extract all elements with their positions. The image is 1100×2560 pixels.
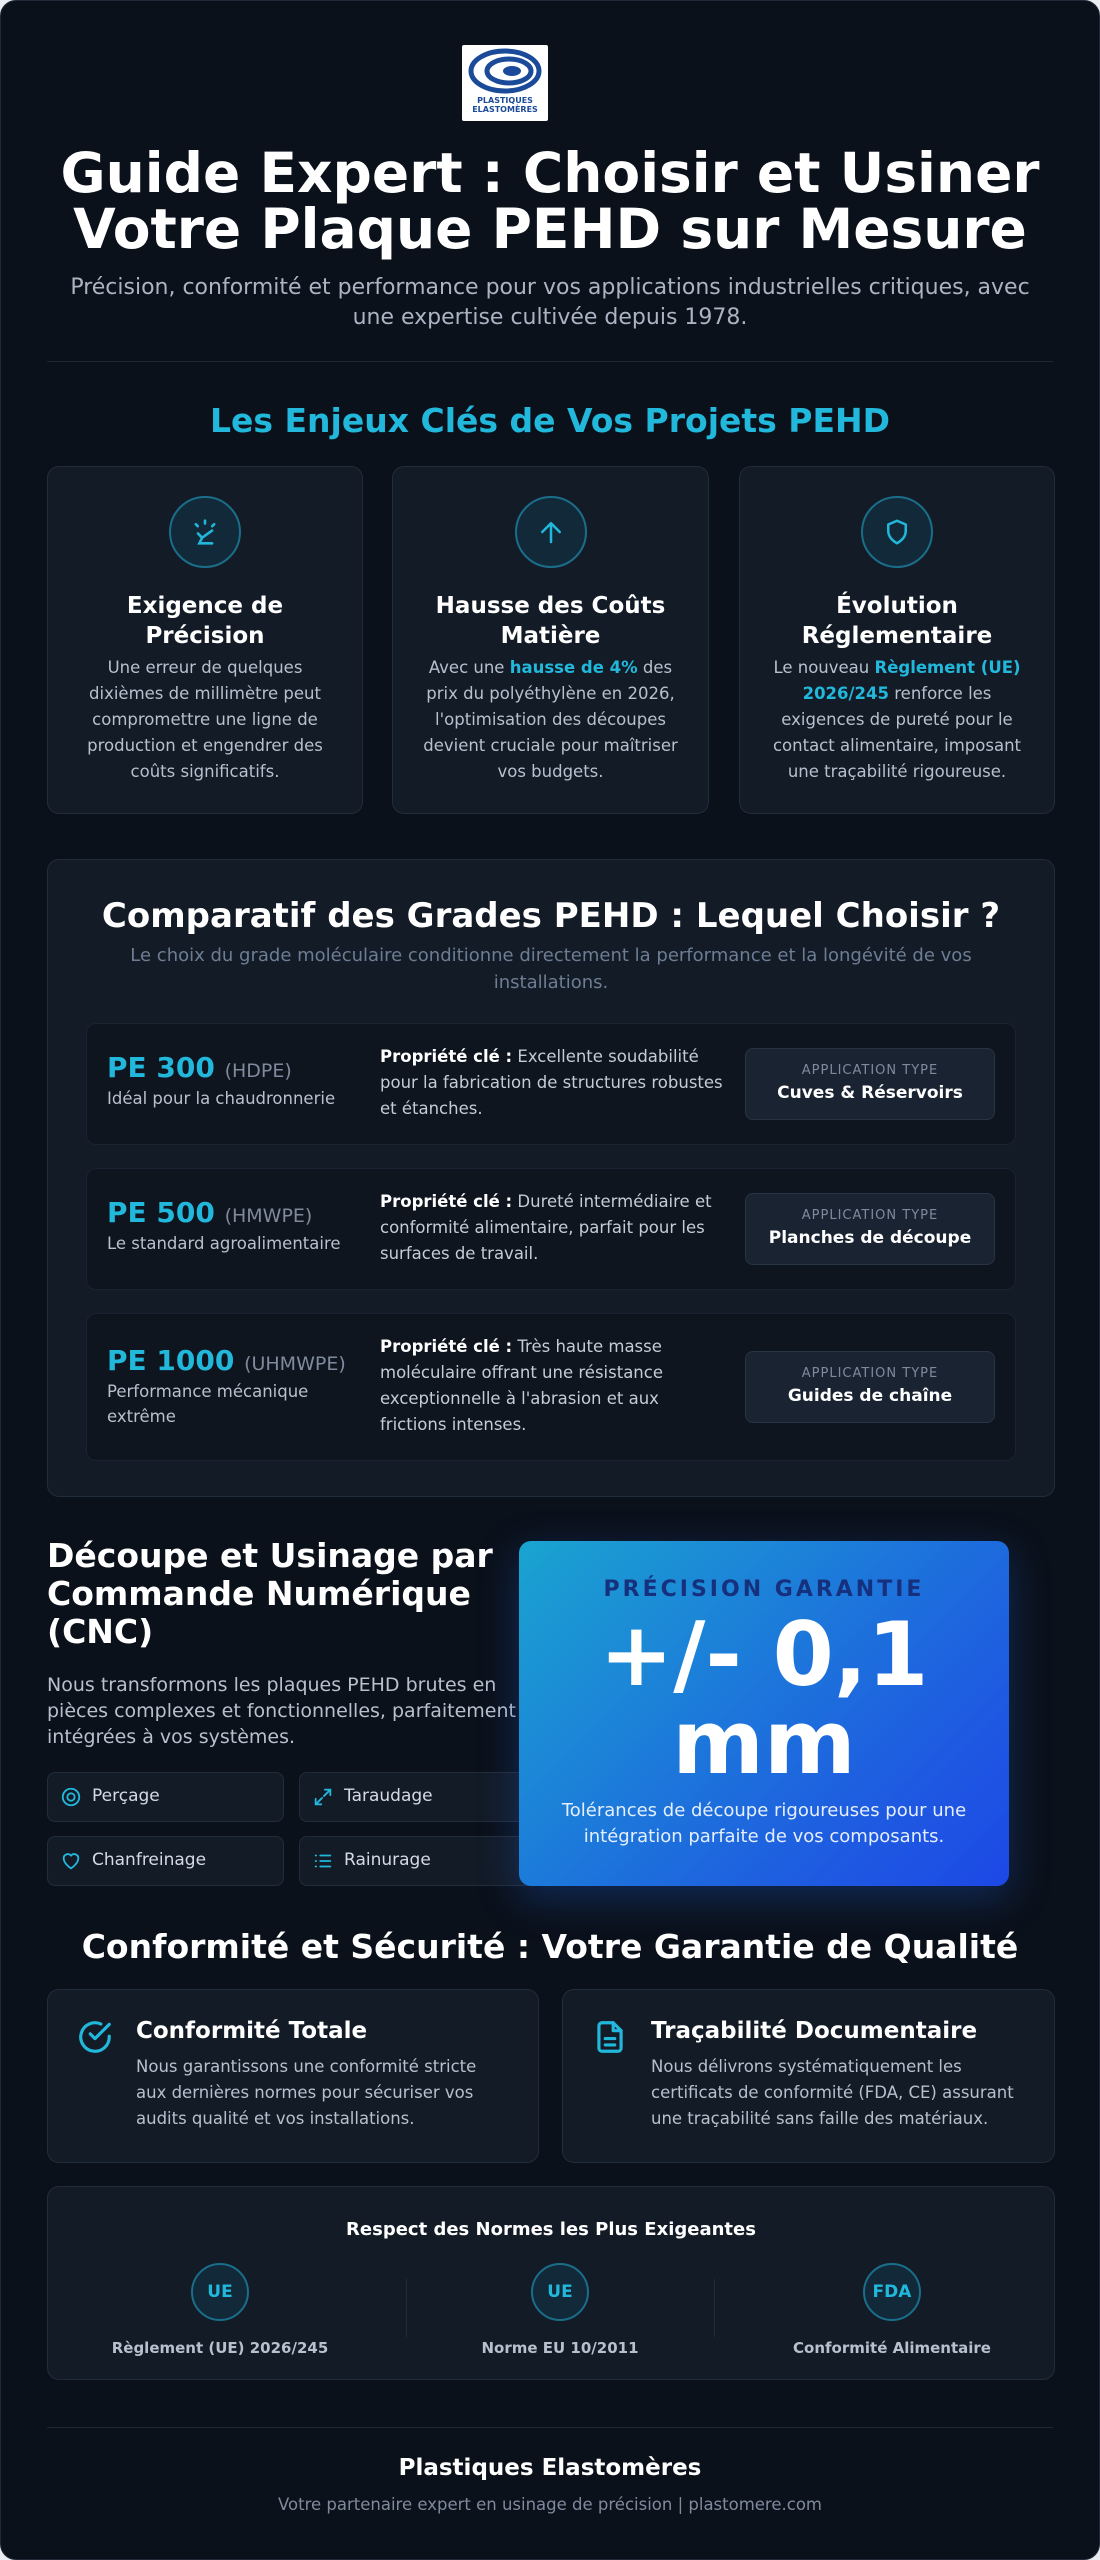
precision-eyebrow: PRÉCISION GARANTIE — [603, 1577, 925, 1602]
precision-card — [519, 1541, 1009, 1886]
grade-row — [86, 1313, 1016, 1461]
grade-code: (UHMWPE) — [244, 1353, 346, 1375]
check-circle-icon — [76, 2018, 114, 2056]
norm-item — [410, 2263, 710, 2363]
shield-icon — [861, 496, 933, 568]
application-type-label: APPLICATION TYPE — [801, 1063, 939, 1078]
grade-desc: Idéal pour la chaudronnerie — [107, 1089, 336, 1108]
grade-name: PE 1000 (UHMWPE) — [107, 1344, 346, 1377]
target-icon — [60, 1786, 82, 1808]
norm-label: Conformité Alimentaire — [793, 2339, 991, 2357]
page-title — [1, 141, 1099, 261]
logo-text-line2: ELASTOMÈRES — [472, 105, 538, 114]
company-logo — [462, 45, 548, 121]
operation-chip — [47, 1772, 284, 1822]
compliance-card-title: Conformité Totale — [136, 2018, 368, 2044]
application-type-value: Guides de chaîne — [787, 1386, 953, 1406]
grade-row — [86, 1023, 1016, 1145]
grade-property: Propriété clé : Très haute masse moléculaire offrant une résistance exceptionnelle à l'abrasion et aux frictions intenses. — [380, 1337, 663, 1434]
norm-label: Norme EU 10/2011 — [481, 2339, 639, 2357]
application-type-label: APPLICATION TYPE — [801, 1208, 939, 1223]
grade-code: (HDPE) — [224, 1060, 292, 1082]
norm-badge: UE — [531, 2263, 589, 2321]
arrow-up-icon — [515, 496, 587, 568]
grade-desc: Le standard agroalimentaire — [107, 1234, 341, 1253]
precision-caption: Tolérances de découpe rigoureuses pour une intégration parfaite de vos composants. — [561, 1800, 967, 1847]
challenge-highlight: Règlement (UE) 2026/245 — [802, 658, 1021, 703]
norms-heading: Respect des Normes les Plus Exigeantes — [346, 2219, 756, 2240]
grades-subheading: Le choix du grade moléculaire conditionne directement la performance et la longévité de vos installations. — [130, 945, 972, 993]
compliance-card — [562, 1989, 1055, 2163]
expand-arrows-icon — [312, 1786, 334, 1808]
logo-text-line1: PLASTIQUES — [477, 96, 533, 105]
challenge-text: Une erreur de quelques dixièmes de millimètre peut compromettre une ligne de production et engendrer des coûts significatifs. — [87, 658, 323, 781]
grade-name: PE 500 (HMWPE) — [107, 1196, 313, 1229]
operation-label: Taraudage — [344, 1786, 433, 1806]
application-type-value: Cuves & Réservoirs — [777, 1083, 963, 1103]
norms-panel — [47, 2186, 1055, 2380]
challenge-highlight: hausse de 4% — [509, 658, 638, 677]
compliance-heading: Conformité et Sécurité : Votre Garantie de Qualité — [81, 1927, 1019, 1966]
compliance-card-text: Nous garantissons une conformité stricte aux dernières normes pour sécuriser vos audits qualité et vos installations. — [136, 2057, 477, 2128]
document-icon — [591, 2018, 629, 2056]
norm-label: Règlement (UE) 2026/245 — [111, 2339, 329, 2357]
precision-icon — [169, 496, 241, 568]
grade-property: Propriété clé : Excellente soudabilité pour la fabrication de structures robustes et étanches. — [380, 1047, 723, 1118]
grade-name: PE 300 (HDPE) — [107, 1051, 292, 1084]
challenge-card-regulation — [739, 466, 1055, 814]
grade-desc: Performance mécanique extrême — [107, 1382, 309, 1426]
heart-icon — [60, 1850, 82, 1872]
norms-divider — [714, 2279, 715, 2337]
application-type-value: Planches de découpe — [768, 1228, 972, 1248]
challenge-text: Le nouveau Règlement (UE) 2026/245 renforce les exigences de pureté pour le contact alimentaire, imposant une traçabilité rigoureuse. — [772, 658, 1022, 781]
divider — [47, 361, 1053, 362]
application-type-label: APPLICATION TYPE — [801, 1366, 939, 1381]
footer-tagline: Votre partenaire expert en usinage de précision | plastomere.com — [278, 2495, 822, 2514]
operation-label: Rainurage — [344, 1850, 431, 1870]
operation-chip — [47, 1836, 284, 1886]
compliance-card-title: Traçabilité Documentaire — [651, 2018, 978, 2044]
operation-label: Chanfreinage — [92, 1850, 207, 1870]
challenge-title: Hausse des Coûts Matière — [435, 593, 666, 649]
precision-value: +/- 0,1 mm — [599, 1603, 929, 1794]
challenge-title: Exigence de Précision — [126, 593, 284, 649]
list-icon — [312, 1850, 334, 1872]
page-title-line2: Votre Plaque PEHD sur Mesure — [73, 197, 1027, 261]
challenge-card-costs — [392, 466, 709, 814]
cnc-heading: Découpe et Usinage par Commande Numérique (CNC) — [47, 1536, 493, 1651]
norm-item — [742, 2263, 1042, 2363]
norms-divider — [406, 2279, 407, 2337]
application-type-box — [745, 1193, 995, 1265]
compliance-card-text: Nous délivrons systématiquement les certificats de conformité (FDA, CE) assurant une traçabilité sans faille des matériaux. — [651, 2057, 1014, 2128]
challenge-text: Avec une hausse de 4% des prix du polyéthylène en 2026, l'optimisation des découpes devient cruciale pour maîtriser vos budgets. — [423, 658, 678, 781]
application-type-box — [745, 1048, 995, 1120]
operation-chip — [299, 1836, 536, 1886]
grades-section — [47, 859, 1055, 1497]
operation-label: Perçage — [92, 1786, 160, 1806]
cnc-text: Nous transformons les plaques PEHD brutes en pièces complexes et fonctionnelles, parfaitement intégrées à vos systèmes. — [47, 1674, 516, 1748]
divider — [47, 2427, 1053, 2428]
grade-property: Propriété clé : Dureté intermédiaire et conformité alimentaire, parfait pour les surfaces de travail. — [380, 1192, 712, 1263]
operation-chip — [299, 1772, 536, 1822]
challenge-title: Évolution Réglementaire — [801, 593, 993, 649]
grades-heading: Comparatif des Grades PEHD : Lequel Choisir ? — [101, 896, 1001, 936]
application-type-box — [745, 1351, 995, 1423]
page-subtitle: Précision, conformité et performance pour vos applications industrielles critiques, avec une expertise cultivée depuis 1978. — [70, 275, 1030, 330]
challenges-heading: Les Enjeux Clés de Vos Projets PEHD — [209, 401, 891, 440]
page-title-line1: Guide Expert : Choisir et Usiner — [60, 141, 1040, 205]
grade-row — [86, 1168, 1016, 1290]
compliance-card — [47, 1989, 539, 2163]
norm-item — [70, 2263, 370, 2363]
norm-badge: FDA — [863, 2263, 921, 2321]
norm-badge: UE — [191, 2263, 249, 2321]
challenge-card-precision — [47, 466, 363, 814]
footer-company: Plastiques Elastomères — [398, 2455, 702, 2481]
grade-code: (HMWPE) — [224, 1205, 313, 1227]
